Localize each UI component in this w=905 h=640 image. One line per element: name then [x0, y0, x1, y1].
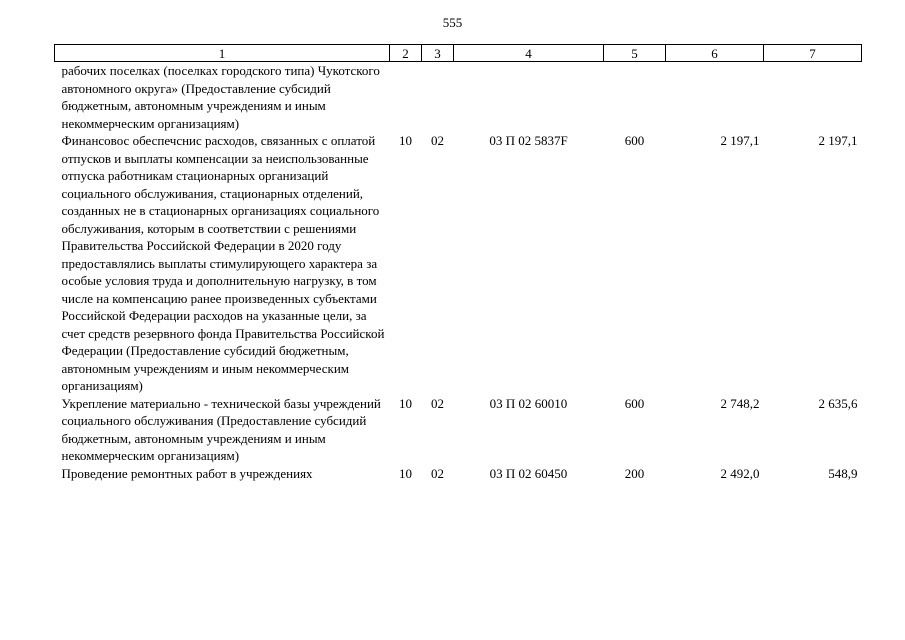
row-subsection: 02 — [431, 465, 444, 481]
row-expense-type — [604, 62, 666, 133]
row-target-code — [454, 62, 604, 133]
header-col-4: 4 — [454, 45, 604, 62]
row-description: рабочих поселках (поселках городского типа) Чукотского автономного округа» (Предоставление субсидий бюджетным, автономным учреждениям и иным некоммерческим организациям) — [61, 63, 380, 131]
row-target-code: 03 П 02 60450 — [489, 465, 568, 481]
page-number: 555 — [442, 15, 463, 30]
row-expense-type: 600 — [624, 395, 645, 411]
header-col-5: 5 — [604, 45, 666, 62]
table-row — [55, 395, 862, 465]
table-row — [55, 465, 862, 483]
row-subsection — [422, 62, 454, 133]
row-expense-type: 200 — [624, 465, 645, 481]
row-amount-1: 2 197,1 — [720, 133, 760, 148]
row-amount-1 — [666, 62, 764, 133]
row-amount-1: 2 492,0 — [720, 465, 760, 481]
header-col-2: 2 — [390, 45, 422, 62]
table-row — [55, 132, 862, 395]
budget-table — [54, 44, 862, 482]
row-amount-2 — [764, 62, 862, 133]
row-amount-2: 2 197,1 — [818, 133, 858, 148]
row-description: Проведение ремонтных работ в учреждениях — [61, 465, 313, 481]
header-col-3: 3 — [422, 45, 454, 62]
header-col-1: 1 — [55, 45, 390, 62]
row-amount-2: 2 635,6 — [818, 395, 858, 411]
row-description: Финансовос обеспечснис расходов, связанных с оплатой отпусков и выплаты компенсации за неиспользованные отпуска работникам стационарных организаций социального обслуживания, стационарных отделений, созданных не в стационарных организациях социального обслуживания, которым в соответствии с решениями Правительства Российской Федерации в 2020 году предоставлялись выплаты стимулирующего характера за особые условия труда и дополнительную нагрузку, в том числе на компенсацию ранее произведенных субъектами Российской Федерации расходов на указанные цели, за счет средств резервного фонда Правительства Российской Федерации (Предоставление субсидий бюджетным, автономным учреждениям и иным некоммерческим организациям) — [61, 133, 385, 393]
row-subsection: 02 — [431, 133, 444, 148]
row-target-code: 03 П 02 60010 — [489, 395, 568, 411]
table-row — [55, 62, 862, 133]
row-section: 10 — [399, 395, 412, 411]
header-col-6: 6 — [666, 45, 764, 62]
header-row — [55, 45, 862, 62]
row-subsection: 02 — [431, 395, 444, 411]
row-description: Укрепление материально - технической базы учреждений социального обслуживания (Предоставление субсидий бюджетным, автономным учреждениям и иным некоммерческим организациям) — [61, 395, 381, 463]
row-amount-1: 2 748,2 — [720, 395, 760, 411]
header-col-7: 7 — [764, 45, 862, 62]
row-section — [390, 62, 422, 133]
row-amount-2: 548,9 — [828, 465, 858, 481]
row-expense-type: 600 — [624, 133, 645, 148]
row-section: 10 — [399, 465, 412, 481]
row-target-code: 03 П 02 5837F — [489, 133, 568, 148]
row-section: 10 — [399, 133, 412, 148]
